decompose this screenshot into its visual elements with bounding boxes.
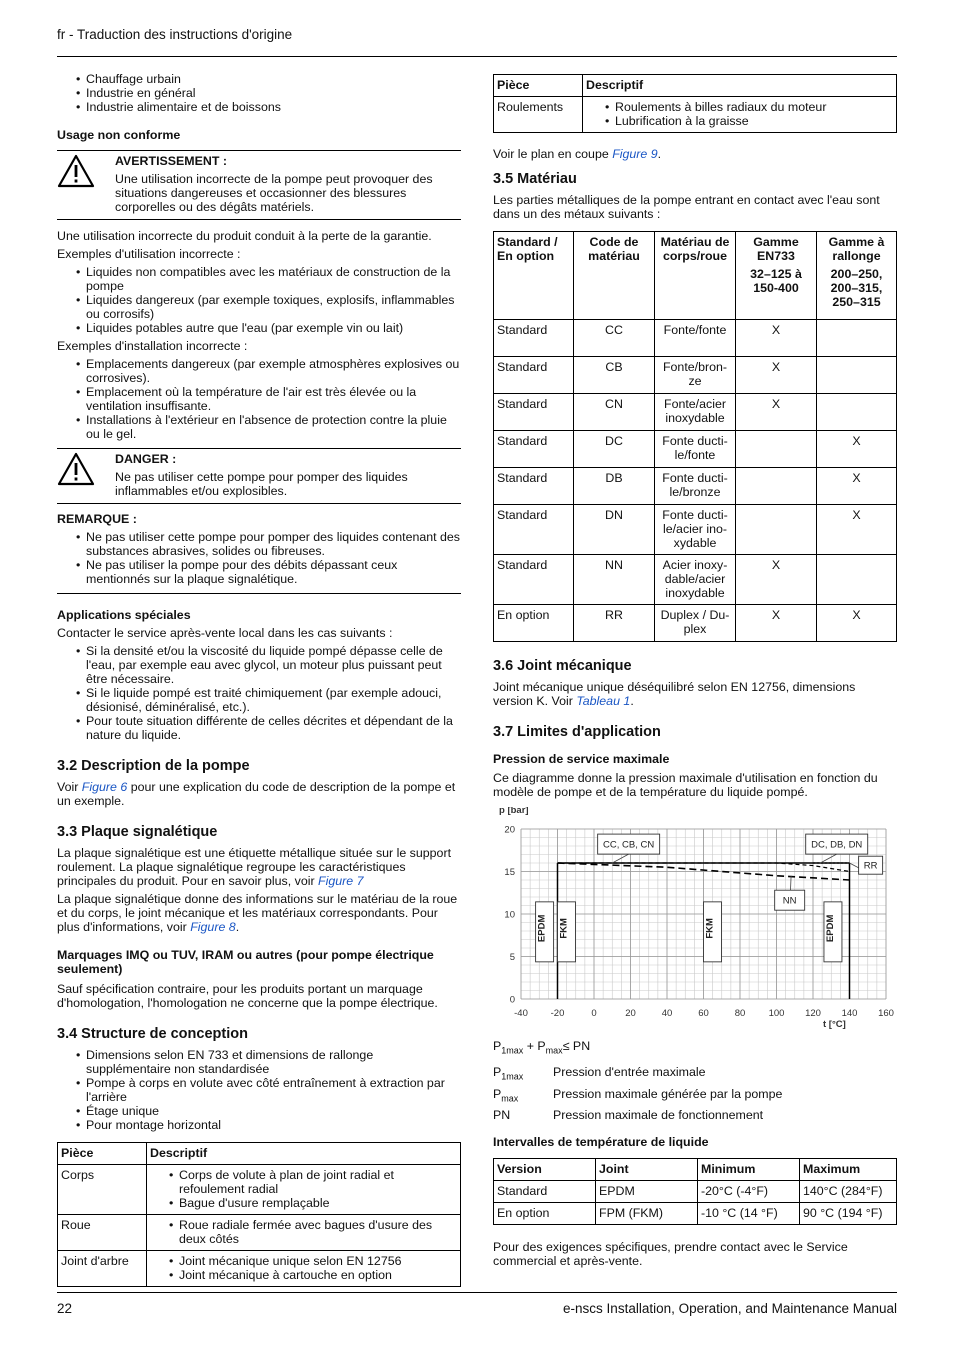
footer-rule [57,1292,897,1293]
x-tick-label: 20 [625,1008,636,1019]
table-row [58,1165,461,1215]
table-cell [817,555,897,605]
table-row [494,431,897,468]
x-tick-label: 0 [591,1008,597,1019]
temperature-table [493,1158,897,1225]
table-cell: En option [494,605,574,642]
examples-install-list [57,357,461,441]
seal-zone-label: EPDM [824,914,836,943]
list-item: • Emplacements dangereux (par exemple atmosphères explosives ou corrosives). [57,357,461,385]
section-3-7-title: 3.7 Limites d'application [493,724,661,740]
special-intro: Contacter le service après-vente local dans les cas suivants : [57,626,393,640]
parts-table-continued [493,74,897,133]
table-cell: Joint d'arbre [58,1251,147,1287]
table-row [494,468,897,505]
section-3-5-title: 3.5 Matériau [493,171,577,187]
y-tick-label: 15 [504,867,515,878]
table-cell: Fonte/acier inoxydable [655,394,736,431]
seal-zone-label: FKM [704,918,716,939]
table-cell: Fonte/bron-ze [655,357,736,394]
table-row [494,394,897,431]
table-cell [817,320,897,357]
examples-install-title: Exemples d'installation incorrecte : [57,339,248,353]
seal-zone-label: FKM [558,918,570,939]
table-cell: X [736,605,817,642]
danger-text: Ne pas utiliser cette pompe pour pomper des liquides inflammables et/ou explosibles. [115,470,408,498]
section-3-3-para1: La plaque signalétique est une étiquette métallique située sur le support roulement. La plaque signalétique regroupe les caractéristiques principales du produit. Pour en savoir plus, voir Figure 7 [57,846,452,888]
list-item: • Roue radiale fermée avec bagues d'usure des deux côtés [150,1218,457,1246]
legend-label: NN [782,895,797,907]
y-tick-label: 5 [509,952,515,963]
table-cell: X [736,357,817,394]
list-item: • Liquides non compatibles avec les matériaux de construction de la pompe [57,265,461,293]
table-cell: Standard [494,468,574,505]
temp-title: Intervalles de température de liquide [493,1135,709,1150]
section-3-3-para2: La plaque signalétique donne des informations sur le matériau de la roue et du corps, le joint mécanique et les matériaux correspondants. Pour plus d'informations, voir Figure 8. [57,892,458,934]
table-cell: Duplex / Du-plex [655,605,736,642]
list-item: • Si le liquide pompé est traité chimiquement (par exemple adouci, désionisé, déminéralisé, etc.). [57,686,461,714]
table-header: Version [494,1159,596,1181]
x-tick-label: 120 [805,1008,821,1019]
pressure-subtitle: Pression de service maximale [493,752,670,766]
legend-leader [820,854,836,863]
table-cell: Acier inoxy-dable/acier inoxydable [655,555,736,605]
danger-box [57,448,461,504]
list-item: • Installations à l'extérieur en l'absence de protection contre la pluie ou le gel. [57,413,461,441]
warning-icon [57,154,115,214]
table-row: Standard EPDM -20°C (-4°F) 140°C (284°F) [494,1181,897,1203]
table-cell: Roue [58,1215,147,1251]
special-title: Applications spéciales [57,608,191,622]
see-plan-text: Voir le plan en coupe Figure 9. [493,147,662,161]
table-row [494,505,897,555]
table-cell: X [817,468,897,505]
warning-text: Une utilisation incorrecte de la pompe peut provoquer des situations dangereuses et occasionner des blessures corporelles ou des dégâts matériels. [115,172,433,214]
examples-use-title: Exemples d'utilisation incorrecte : [57,247,241,261]
table-header: Standard / En option [494,232,574,320]
seal-zone-label: EPDM [536,914,548,943]
section-3-2-title: 3.2 Description de la pompe [57,758,250,774]
table-cell: X [817,431,897,468]
table-cell: Standard [494,555,574,605]
figure-6-link[interactable]: Figure 6 [81,780,128,794]
figure-7-link[interactable]: Figure 7 [318,874,364,888]
application-list [57,72,461,114]
left-column [57,72,461,1287]
y-tick-label: 20 [504,824,515,836]
table-cell: Fonte ducti-le/fonte [655,431,736,468]
table-cell: CN [574,394,655,431]
final-note: Pour des exigences spécifiques, prendre contact avec le Service commercial et après-vente. [493,1240,848,1269]
definition-row: $P_{1max}$ Pression d'entrée maximale [493,1065,706,1082]
page-number: 22 [57,1301,73,1316]
list-item: • Lubrification à la graisse [586,114,893,128]
material-table [493,231,897,642]
table-cell [817,394,897,431]
table-header: Maximum [800,1159,897,1181]
warning-title: AVERTISSEMENT : [115,154,227,168]
table-cell: X [736,555,817,605]
section-3-2-text: Voir Figure 6 pour une explication du code de description de la pompe et un exemple. [57,780,456,808]
table-row [494,605,897,642]
legend-leader [612,854,628,863]
danger-title: DANGER : [115,452,177,466]
table-header: Gamme à rallonge 200–250, 200–315, 250–315 [817,232,897,320]
table-header: Gamme EN733 32–125 à 150-400 [736,232,817,320]
legend-label: CC, CB, CN [603,839,655,851]
x-tick-label: 80 [734,1008,746,1019]
table-cell: Fonte ducti-le/bronze [655,468,736,505]
table-cell [736,505,817,555]
table-header: Descriptif [583,75,897,97]
list-item: • Industrie alimentaire et de boissons [57,100,461,114]
list-item: • Chauffage urbain [57,72,461,86]
table-row: En option FPM (FKM) -10 °C (14 °F) 90 °C (194 °F) [494,1203,897,1225]
table-header: Pièce [58,1143,147,1165]
remark-title: REMARQUE : [57,512,137,526]
table-header: Minimum [698,1159,800,1181]
y-axis-label: p [bar] [499,807,529,816]
x-tick-label: 40 [661,1008,673,1019]
remark-list [57,530,461,586]
table-cell: Roulements [494,97,583,133]
table-cell: X [817,605,897,642]
table-cell: DN [574,505,655,555]
list-item: • Joint mécanique à cartouche en option [150,1268,457,1282]
table-header: Matériau de corps/roue [655,232,736,320]
tableau-1-link[interactable]: Tableau 1 [576,694,631,708]
guarantee-text: Une utilisation incorrecte du produit conduit à la perte de la garantie. [57,229,432,243]
table-cell: DB [574,468,655,505]
section-3-4-title: 3.4 Structure de conception [57,1026,248,1042]
table-cell: Standard [494,505,574,555]
figure-8-link[interactable]: Figure 8 [190,920,236,934]
formula: $P_{1max} + P_{max}\le$ PN [493,1039,591,1056]
table-row [494,357,897,394]
table-cell: NN [574,555,655,605]
table-row [494,320,897,357]
x-tick-label: 140 [841,1008,858,1019]
warning-box [57,150,461,220]
table-cell [817,357,897,394]
figure-9-link[interactable]: Figure 9 [612,147,658,161]
x-tick-label: 60 [698,1008,709,1019]
table-cell: DC [574,431,655,468]
list-item: • Liquides dangereux (par exemple toxiques, explosifs, inflammables ou corrosifs) [57,293,461,321]
y-tick-label: 0 [509,994,515,1006]
table-cell: X [736,320,817,357]
table-cell: Standard [494,431,574,468]
list-item: • Ne pas utiliser cette pompe pour pomper des liquides contenant des substances abrasives, solides ou fibreuses. [57,530,461,558]
usage-title: Usage non conforme [57,128,181,142]
list-item: • Ne pas utiliser la pompe pour des débits dépassant ceux mentionnés sur la plaque signalétique. [57,558,461,586]
danger-icon [57,452,115,498]
list-item: • Joint mécanique unique selon EN 12756 [150,1254,457,1268]
list-item: • Pompe à corps en volute avec côté entraînement à extraction par l'arrière [57,1076,461,1104]
section-3-3-title: 3.3 Plaque signalétique [57,824,218,840]
table-cell: Fonte ducti-le/acier ino-xydable [655,505,736,555]
table-header: Descriptif [147,1143,461,1165]
manual-title: e-nscs Installation, Operation, and Maintenance Manual [563,1301,897,1316]
examples-use-list [57,265,461,335]
table-cell [736,431,817,468]
x-axis-label: t [°C] [823,1019,846,1030]
pressure-chart [493,807,897,1035]
list-item: • Étage unique [57,1104,461,1118]
table-cell: RR [574,605,655,642]
x-tick-label: -40 [514,1008,528,1019]
list-item: • Dimensions selon EN 733 et dimensions de rallonge supplémentaire non standardisée [57,1048,461,1076]
table-cell: Standard [494,320,574,357]
list-item: • Bague d'usure remplaçable [150,1196,457,1210]
table-header: Pièce [494,75,583,97]
definitions [493,1065,782,1125]
pressure-text: Ce diagramme donne la pression maximale d'utilisation en fonction du modèle de pompe et de la température du liquide pompé. [493,771,878,799]
table-cell: X [736,394,817,431]
x-tick-label: -20 [550,1008,565,1019]
table-row [58,1251,461,1287]
list-item: • Liquides potables autre que l'eau (par exemple vin ou lait) [57,321,461,335]
definition-row: PN Pression maximale de fonctionnement [493,1108,764,1123]
table-header: Code de matériau [574,232,655,320]
header-rule [57,56,897,57]
remark-box [57,512,461,594]
x-tick-label: 160 [878,1008,894,1019]
page-header: fr - Traduction des instructions d'origine [57,27,293,42]
table-cell: Fonte/fonte [655,320,736,357]
list-item: • Pour toute situation différente de celles décrites et dépendant de la nature du liquide. [57,714,461,742]
table-cell [736,468,817,505]
list-item: • Industrie en général [57,86,461,100]
section-3-6-text: Joint mécanique unique déséquilibré selon EN 12756, dimensions version K. Voir Tableau 1. [493,680,856,708]
marks-title: Marquages IMQ ou TUV, IRAM ou autres (pour pompe électrique seulement) [57,948,434,976]
table-row [494,555,897,605]
table-cell: Corps [58,1165,147,1215]
list-item: • Si la densité et/ou la viscosité du liquide pompé dépasse celle de l'eau, par exemple eau avec glycol, un moteur plus puissant peut être nécessaire. [57,644,461,686]
y-tick-label: 10 [504,909,515,921]
list-item: • Roulements à billes radiaux du moteur [586,100,893,114]
table-row [58,1215,461,1251]
table-cell: X [817,505,897,555]
table-cell: CB [574,357,655,394]
list-item: • Corps de volute à plan de joint radial et refoulement radial [150,1168,457,1196]
table-header: Joint [596,1159,698,1181]
section-3-5-text: Les parties métalliques de la pompe entrant en contact avec l'eau sont dans un des métaux suivants : [493,193,880,221]
right-column [493,74,897,1268]
legend-label: RR [863,860,878,872]
structure-list [57,1048,461,1132]
parts-table [57,1142,461,1287]
marks-text: Sauf spécification contraire, pour les produits portant un marquage d'homologation, l'homologation ne concerne que la pompe électrique. [57,982,438,1010]
table-cell: CC [574,320,655,357]
table-cell: Standard [494,357,574,394]
table-cell: Standard [494,394,574,431]
special-list [57,644,461,742]
list-item: • Emplacement où la température de l'air est très élevée ou la ventilation insuffisante. [57,385,461,413]
list-item: • Pour montage horizontal [57,1118,461,1132]
legend-label: DC, DB, DN [811,839,863,851]
table-row [494,97,897,133]
definition-row: $P_{max}$ Pression maximale générée par la pompe [493,1086,783,1104]
x-tick-label: 100 [768,1008,785,1019]
section-3-6-title: 3.6 Joint mécanique [493,658,632,674]
